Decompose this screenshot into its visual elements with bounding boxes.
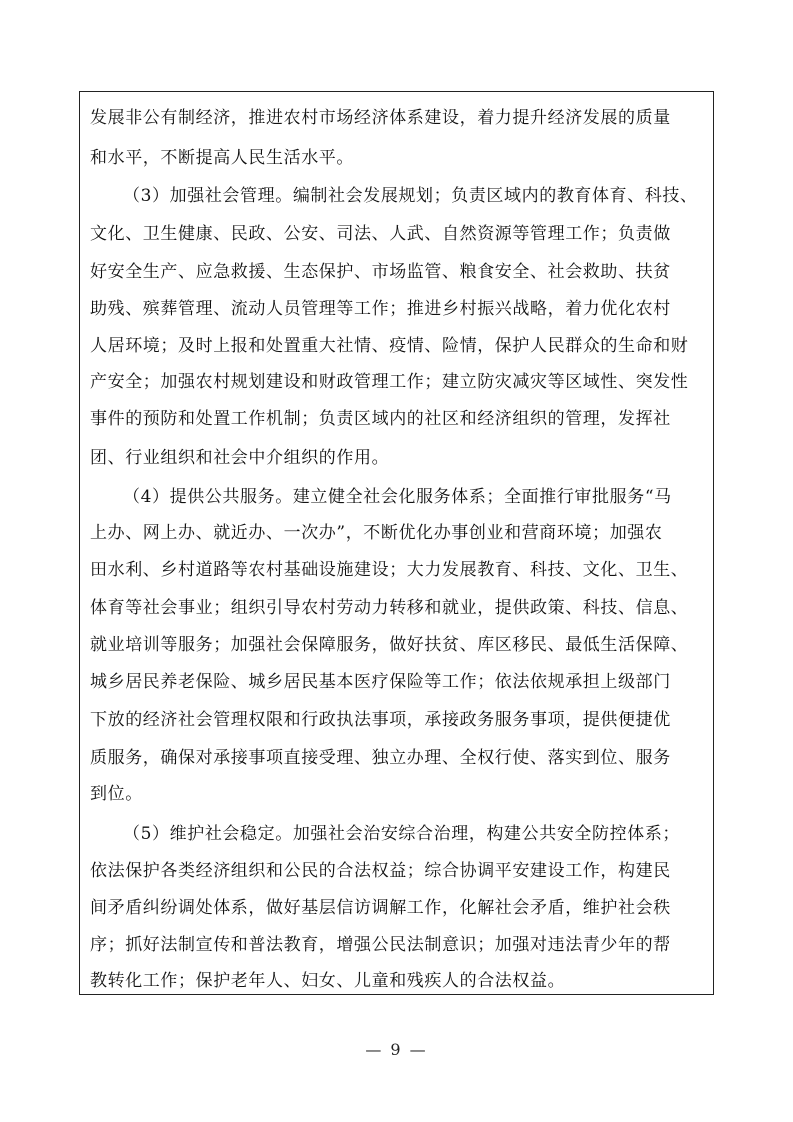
page-number: — 9 — [365,1040,428,1059]
text-line: 人居环境；及时上报和处置重大社情、疫情、险情，保护人民群众的生命和财 [90,336,689,356]
text-line: 质服务，确保对承接事项直接受理、独立办理、全权行使、落实到位、服务 [90,748,671,768]
text-line: 文化、卫生健康、民政、公安、司法、人武、自然资源等管理工作；负责做 [90,224,671,244]
text-line: 事件的预防和处置工作机制；负责区域内的社区和经济组织的管理，发挥社 [90,409,671,429]
text-line: 依法保护各类经济组织和公民的合法权益；综合协调平安建设工作，构建民 [90,861,671,881]
text-line: 助残、殡葬管理、流动人员管理等工作；推进乡村振兴战略，着力优化农村 [90,299,671,319]
text-line: （3）加强社会管理。编制社会发展规划；负责区域内的教育体育、科技、 [123,186,698,206]
text-line: 城乡居民养老保险、城乡居民基本医疗保险等工作；依法依规承担上级部门 [90,672,671,692]
text-line: 教转化工作；保护老年人、妇女、儿童和残疾人的合法权益。 [90,971,566,991]
text-line: 序；抓好法制宣传和普法教育，增强公民法制意识；加强对违法青少年的帮 [90,935,671,955]
text-line: 到位。 [90,784,143,804]
text-line: 上办、网上办、就近办、一次办”，不断优化办事创业和营商环境；加强农 [90,523,663,543]
text-line: 团、行业组织和社会中介组织的作用。 [90,448,390,468]
text-line: 发展非公有制经济，推进农村市场经济体系建设，着力提升经济发展的质量 [90,108,671,128]
text-line: （4）提供公共服务。建立健全社会化服务体系；全面推行审批服务“马 [123,487,672,507]
text-line: 和水平，不断提高人民生活水平。 [90,148,354,168]
text-line: 间矛盾纠纷调处体系，做好基层信访调解工作，化解社会矛盾，维护社会秩 [90,898,671,918]
text-line: 好安全生产、应急救援、生态保护、市场监管、粮食安全、社会救助、扶贫 [90,262,671,282]
text-line: 体育等社会事业；组织引导农村劳动力转移和就业，提供政策、科技、信息、 [90,598,689,618]
text-line: 就业培训等服务；加强社会保障服务，做好扶贫、库区移民、最低生活保障、 [90,635,689,655]
text-line: 产安全；加强农村规划建设和财政管理工作；建立防灾减灾等区域性、突发性 [90,372,689,392]
text-line: 田水利、乡村道路等农村基础设施建设；大力发展教育、科技、文化、卫生、 [90,560,689,580]
text-line: （5）维护社会稳定。加强社会治安综合治理，构建公共安全防控体系； [123,824,681,844]
text-line: 下放的经济社会管理权限和行政执法事项，承接政务服务事项，提供便捷优 [90,710,671,730]
